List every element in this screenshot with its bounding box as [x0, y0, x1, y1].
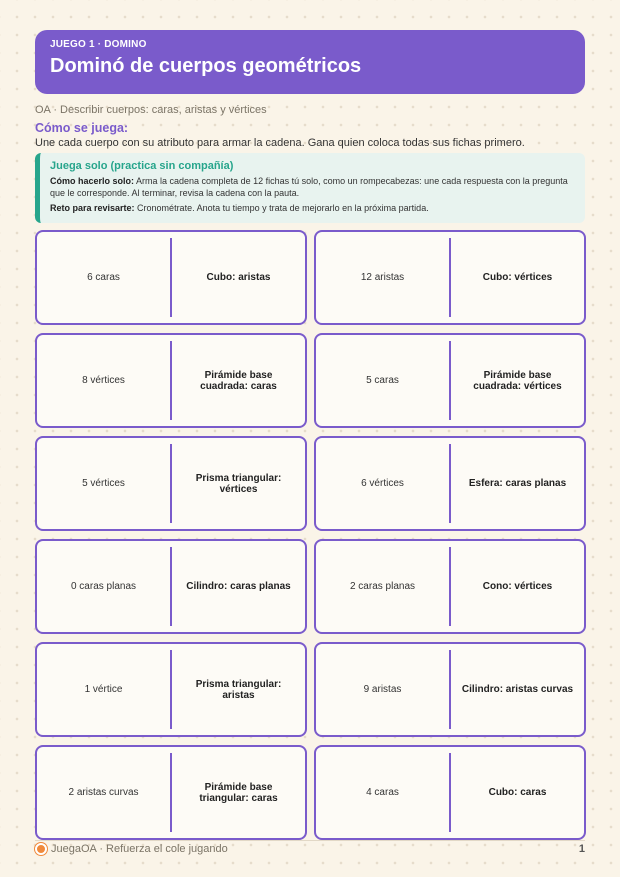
domino-grid: [35, 230, 586, 840]
tile-question: Cilindro: aristas curvas: [461, 684, 574, 695]
page-number: 1: [578, 843, 585, 855]
tile-answer: 5 caras: [366, 375, 399, 386]
tile-question: Esfera: caras planas: [468, 478, 567, 489]
page-footer: [35, 843, 585, 855]
footer-brand: JuegaOA · Refuerza el cole jugando: [51, 843, 228, 855]
tile-answer: 9 aristas: [363, 684, 402, 695]
tile-question: Cilindro: caras planas: [186, 581, 291, 592]
tile-question: Prisma triangular: aristas: [195, 678, 282, 701]
tile-answer: 2 aristas curvas: [68, 787, 139, 798]
solo-check-paragraph: [50, 202, 575, 214]
domino-tile: [314, 436, 586, 531]
solo-how-paragraph: [50, 175, 575, 199]
brand-logo-icon: [35, 843, 47, 855]
solo-play-title: Juega solo (practica sin compañía): [50, 160, 234, 172]
tile-question: Cubo: vértices: [482, 272, 553, 283]
domino-tile: [314, 539, 586, 634]
tile-question: Pirámide base cuadrada: vértices: [473, 369, 562, 392]
tile-answer: 4 caras: [366, 787, 399, 798]
tile-answer: 5 vértices: [82, 478, 125, 489]
how-to-play-text: Une cada cuerpo con su atributo para armar la cadena. Gana quien coloca todas sus fichas primero.: [35, 137, 525, 149]
solo-how-text: Arma la cadena completa de 12 fichas tú solo, como un rompecabezas: une cada respuesta con la pregunta que le corresponde. Al terminar, revisa la cadena con la pauta.: [50, 176, 568, 198]
domino-tile: [35, 333, 307, 428]
tile-question: Cubo: caras: [488, 787, 547, 798]
domino-tile: [314, 333, 586, 428]
how-to-play-heading: Cómo se juega:: [35, 121, 129, 135]
tile-question: Pirámide base triangular: caras: [199, 781, 278, 804]
tile-question: Pirámide base cuadrada: caras: [200, 369, 277, 392]
solo-check-label: Reto para revisarte:: [50, 203, 135, 213]
tile-answer: 12 aristas: [360, 272, 405, 283]
page-title: Dominó de cuerpos geométricos: [50, 55, 362, 77]
tile-answer: 6 caras: [87, 272, 120, 283]
page-header: [35, 30, 585, 94]
tile-question: Cubo: aristas: [206, 272, 271, 283]
tile-answer: 2 caras planas: [349, 581, 416, 592]
tile-answer: 0 caras planas: [70, 581, 137, 592]
tile-answer: 1 vértice: [84, 684, 123, 695]
tile-question: Cono: vértices: [482, 581, 553, 592]
game-kicker: JUEGO 1 · DOMINO: [50, 39, 147, 50]
solo-how-label: Cómo hacerlo solo:: [50, 176, 135, 186]
solo-play-box: [35, 153, 585, 223]
tile-answer: 8 vértices: [82, 375, 125, 386]
domino-tile: [35, 745, 307, 840]
domino-tile: [314, 230, 586, 325]
solo-check-text: Cronométrate. Anota tu tiempo y trata de mejorarlo en la próxima partida.: [134, 203, 429, 213]
learning-objective: OA · Describir cuerpos: caras, aristas y vértices: [35, 104, 267, 116]
tile-answer: 6 vértices: [361, 478, 404, 489]
domino-tile: [35, 436, 307, 531]
domino-tile: [314, 745, 586, 840]
tile-question: Prisma triangular: vértices: [195, 472, 282, 495]
domino-tile: [35, 230, 307, 325]
domino-tile: [314, 642, 586, 737]
footer-divider: [35, 840, 585, 841]
domino-tile: [35, 539, 307, 634]
domino-tile: [35, 642, 307, 737]
